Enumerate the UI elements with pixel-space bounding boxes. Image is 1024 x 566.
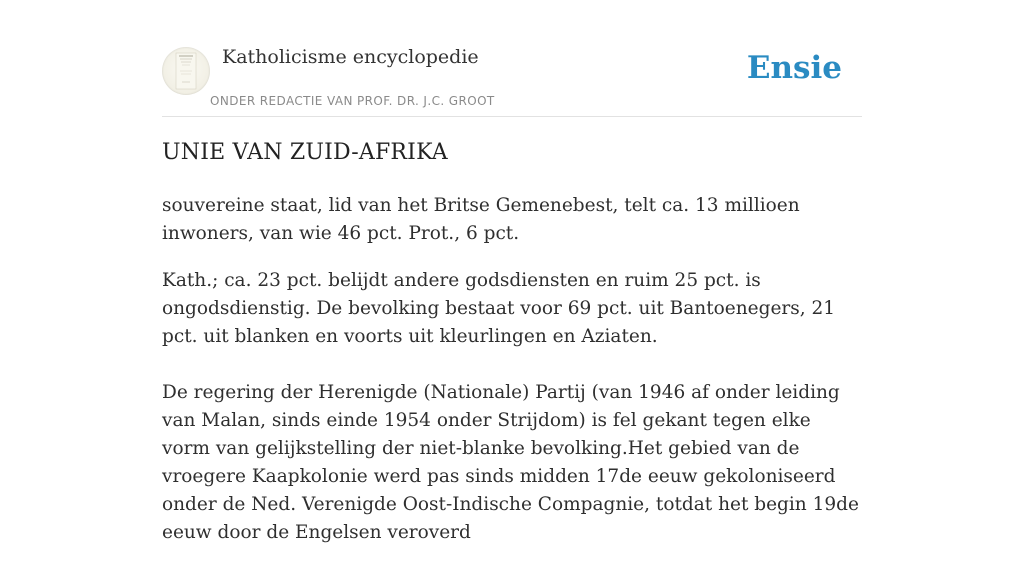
encyclopedia-title[interactable]: Katholicisme encyclopedie (222, 46, 479, 68)
article-paragraph: souvereine staat, lid van het Britse Gemenebest, telt ca. 13 millioen inwoners, van wie 46 pct. Prot., 6 pct. (162, 195, 800, 244)
book-cover-icon[interactable] (162, 47, 210, 95)
brand-logo-link[interactable]: Ensie (746, 50, 842, 86)
article-paragraph: De regering der Herenigde (Nationale) Partij (van 1946 af onder leiding van Malan, sinds einde 1954 onder Strijdom) is fel gekant tegen elke vorm van gelijkstelling der niet-blanke bevolking.Het gebied van de vroegere Kaapkolonie werd pas sinds midden 17de eeuw gekoloniseerd onder de Ned. Verenigde Oost-Indische Compagnie, totdat het begin 19de eeuw door de Engelsen veroverd (162, 382, 859, 543)
encyclopedia-header (162, 40, 862, 117)
article-title: UNIE VAN ZUID-AFRIKA (162, 140, 448, 165)
editor-line: ONDER REDACTIE VAN PROF. DR. J.C. GROOT (210, 94, 495, 108)
article-body (162, 192, 862, 566)
book-cover-graphic (162, 47, 210, 95)
article-paragraph: Kath.; ca. 23 pct. belijdt andere godsdiensten en ruim 25 pct. is ongodsdienstig. De bevolking bestaat voor 69 pct. uit Bantoenegers, 21 pct. uit blanken en voorts uit kleurlingen en Aziaten. (162, 270, 836, 347)
